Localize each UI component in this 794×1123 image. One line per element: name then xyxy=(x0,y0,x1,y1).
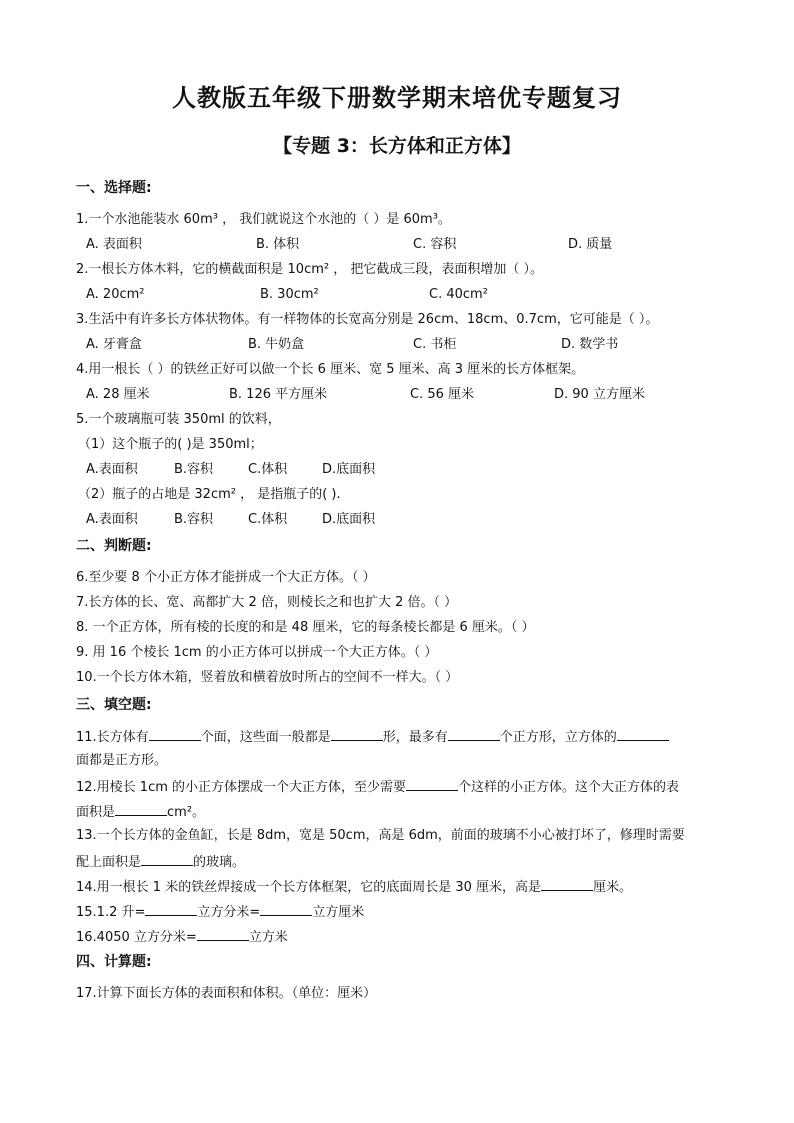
question-16 xyxy=(76,927,288,947)
question-5-1-option-c: C.体积 xyxy=(248,462,288,477)
question-1-stem: 1.一个水池能装水 60m³ ， 我们就说这个水池的（ ）是 60m³。 xyxy=(76,212,451,227)
question-1-option-c: C. 容积 xyxy=(413,237,457,252)
question-15-text-b: 立方分米= xyxy=(197,905,261,920)
question-5-sub-1: （1）这个瓶子的( )是 350ml； xyxy=(78,437,263,452)
question-14-text-b: 厘米。 xyxy=(593,880,633,895)
question-5-2-option-d: D.底面积 xyxy=(322,512,376,527)
question-15 xyxy=(76,902,364,922)
question-4-stem: 4.用一根长（ ）的铁丝正好可以做一个长 6 厘米、宽 5 厘米、高 3 厘米的长方体框架。 xyxy=(76,362,585,377)
question-7: 7.长方体的长、宽、高都扩大 2 倍，则棱长之和也扩大 2 倍。（ ） xyxy=(76,595,458,610)
answer-blank[interactable] xyxy=(406,777,458,791)
section-heading-calc: 四、计算题: xyxy=(76,954,152,970)
answer-blank[interactable] xyxy=(541,877,593,891)
section-heading-judge: 二、判断题: xyxy=(76,538,152,554)
question-5-sub-2: （2）瓶子的占地是 32cm² ， 是指瓶子的( ). xyxy=(78,487,341,502)
answer-blank[interactable] xyxy=(448,727,500,741)
question-5-1-option-d: D.底面积 xyxy=(322,462,376,477)
question-8: 8. 一个正方体，所有棱的长度的和是 48 厘米，它的每条棱长都是 6 厘米。（ ） xyxy=(76,620,535,635)
question-4-option-c: C. 56 厘米 xyxy=(410,387,475,402)
question-3-option-d: D. 数学书 xyxy=(561,337,619,352)
question-10: 10.一个长方体木箱，竖着放和横着放时所占的空间不一样大。（ ） xyxy=(76,670,459,685)
question-15-text-c: 立方厘米 xyxy=(312,905,365,920)
page-subtitle: 【专题 3：长方体和正方体】 xyxy=(273,135,521,157)
answer-blank[interactable] xyxy=(141,852,193,866)
answer-blank[interactable] xyxy=(145,902,197,916)
question-3-stem: 3.生活中有许多长方体状物体。有一样物体的长宽高分别是 26cm、18cm、0.7cm，它可能是（ ）。 xyxy=(76,312,659,327)
question-12-text-c: 面积是 xyxy=(76,805,116,820)
answer-blank[interactable] xyxy=(331,727,383,741)
question-12-line-1 xyxy=(76,777,679,797)
question-13-text-b: 配上面积是 xyxy=(76,855,142,870)
question-11-text-c: 形，最多有 xyxy=(382,730,448,745)
page-title: 人教版五年级下册数学期末培优专题复习 xyxy=(172,84,622,112)
question-2-option-b: B. 30cm² xyxy=(260,287,319,302)
question-9: 9. 用 16 个棱长 1cm 的小正方体可以拼成一个大正方体。（ ） xyxy=(76,645,438,660)
question-13-text-c: 的玻璃。 xyxy=(193,855,246,870)
question-11-line-2: 面都是正方形。 xyxy=(76,753,168,768)
answer-blank[interactable] xyxy=(115,802,167,816)
question-5-stem: 5.一个玻璃瓶可装 350ml 的饮料， xyxy=(76,412,281,427)
question-6: 6.至少要 8 个小正方体才能拼成一个大正方体。（ ） xyxy=(76,570,376,585)
question-5-1-option-b: B.容积 xyxy=(174,462,214,477)
question-3-option-c: C. 书柜 xyxy=(413,337,457,352)
question-14 xyxy=(76,877,632,897)
question-16-text-a: 16.4050 立方分米= xyxy=(76,930,197,945)
question-1-option-d: D. 质量 xyxy=(568,237,613,252)
question-12-line-2 xyxy=(76,802,205,822)
answer-blank[interactable] xyxy=(149,727,201,741)
section-heading-choice: 一、选择题: xyxy=(76,180,152,196)
section-heading-fill: 三、填空题: xyxy=(76,697,152,713)
question-4-option-b: B. 126 平方厘米 xyxy=(229,387,328,402)
question-14-text-a: 14.用一根长 1 米的铁丝焊接成一个长方体框架，它的底面周长是 30 厘米，高是 xyxy=(76,880,542,895)
question-11-text-b: 个面，这些面一般都是 xyxy=(200,730,331,745)
question-16-text-b: 立方米 xyxy=(248,930,288,945)
question-12-text-a: 12.用棱长 1cm 的小正方体摆成一个大正方体，至少需要 xyxy=(76,780,407,795)
question-2-option-a: A. 20cm² xyxy=(86,287,145,302)
answer-blank[interactable] xyxy=(260,902,312,916)
question-15-text-a: 15.1.2 升= xyxy=(76,905,146,920)
question-1-option-a: A. 表面积 xyxy=(86,237,142,252)
question-3-option-a: A. 牙膏盒 xyxy=(86,337,142,352)
question-4-option-a: A. 28 厘米 xyxy=(86,387,150,402)
question-2-stem: 2.一根长方体木料，它的横截面积是 10cm² ， 把它截成三段，表面积增加（ ）。 xyxy=(76,262,543,277)
question-11-text-d: 个正方形，立方体的 xyxy=(499,730,617,745)
question-1-option-b: B. 体积 xyxy=(256,237,300,252)
question-17: 17.计算下面长方体的表面积和体积。（单位：厘米） xyxy=(76,986,377,1001)
question-13-line-2 xyxy=(76,852,245,872)
question-11-text-a: 11.长方体有 xyxy=(76,730,149,745)
question-5-2-option-c: C.体积 xyxy=(248,512,288,527)
question-12-text-b: 个这样的小正方体。这个大正方体的表 xyxy=(458,780,680,795)
answer-blank[interactable] xyxy=(617,727,669,741)
question-5-2-option-b: B.容积 xyxy=(174,512,214,527)
question-2-option-c: C. 40cm² xyxy=(429,287,488,302)
question-5-1-option-a: A.表面积 xyxy=(86,462,138,477)
question-4-option-d: D. 90 立方厘米 xyxy=(554,387,645,402)
question-13-line-1: 13.一个长方体的金鱼缸，长是 8dm，宽是 50cm，高是 6dm，前面的玻璃不小心被打坏了，修理时需要 xyxy=(76,828,685,843)
answer-blank[interactable] xyxy=(197,927,249,941)
question-5-2-option-a: A.表面积 xyxy=(86,512,138,527)
question-11-line-1 xyxy=(76,727,669,747)
question-12-text-d: cm²。 xyxy=(167,805,206,820)
question-3-option-b: B. 牛奶盒 xyxy=(248,337,305,352)
